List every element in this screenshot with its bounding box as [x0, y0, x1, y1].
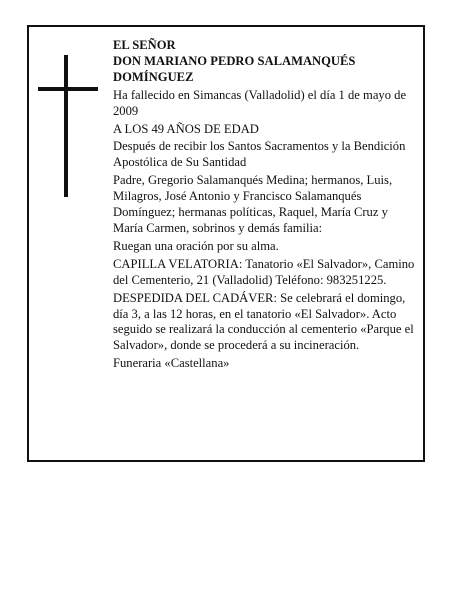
death-info: Ha fallecido en Simancas (Valladolid) el día 1 de mayo de 2009 — [113, 87, 407, 118]
cross-vertical-bar — [64, 55, 68, 197]
deceased-name-line-1: DON MARIANO PEDRO SALAMANQUÉS — [113, 53, 356, 68]
family-list: Padre, Gregorio Salamanqués Medina; hermanos, Luis, Milagros, José Antonio y Francisco Salamanqués Domínguez; hermanas políticas, Raquel, María Cruz y María Carmen, sobrinos y demás familia: — [113, 173, 393, 235]
obituary-text — [113, 38, 418, 374]
funeral-home: Funeraria «Castellana» — [113, 356, 230, 371]
farewell-info: DESPEDIDA DEL CADÁVER: Se celebrará el domingo, día 3, a las 12 horas, en el tanatorio «El Salvador». Acto seguido se realizará la conducción al cementerio «Parque el Salvador», donde se procederá a su incineración. — [113, 290, 414, 353]
age-at-death: A LOS 49 AÑOS DE EDAD — [113, 121, 259, 136]
cross-icon — [38, 55, 98, 197]
cross-horizontal-bar — [38, 87, 98, 91]
deceased-name-block — [113, 38, 418, 86]
honorific: EL SEÑOR — [113, 38, 176, 52]
prayer-request: Ruegan una oración por su alma. — [113, 238, 279, 253]
sacraments-text: Después de recibir los Santos Sacramentos y la Bendición Apostólica de Su Santidad — [113, 139, 406, 170]
chapel-info: CAPILLA VELATORIA: Tanatorio «El Salvador», Camino del Cementerio, 21 (Valladolid) Teléfono: 983251225. — [113, 256, 415, 287]
deceased-name-line-2: DOMÍNGUEZ — [113, 69, 194, 84]
